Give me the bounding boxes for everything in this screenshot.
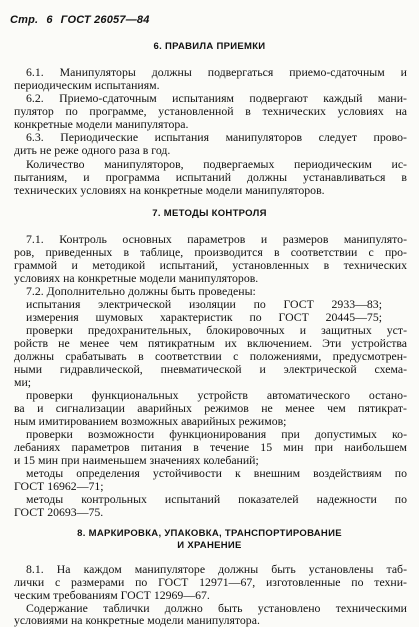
section-6-line: дить не реже одного раза в год.	[14, 143, 171, 157]
page-number: 6	[46, 14, 53, 26]
standard-number: ГОСТ 26057—84	[60, 14, 150, 26]
section-7-line: и 15 мин при наименьшем значениях колебаний;	[14, 453, 259, 467]
section-8-line: Содержание таблички должно быть установлено техническими	[26, 601, 407, 615]
section-7-heading: 7. МЕТОДЫ КОНТРОЛЯ	[152, 208, 267, 219]
page-header	[10, 14, 150, 26]
section-7-line: проверки возможности функционирования при допустимых ко-	[26, 427, 407, 441]
section-8-heading: 8. МАРКИРОВКА, УПАКОВКА, ТРАНСПОРТИРОВАНИЕ	[77, 528, 342, 539]
section-7-line: проверки функциональных устройств автоматического остано-	[26, 388, 407, 402]
section-8-line: лички с размерами по ГОСТ 12971—67, изготовленные по техни-	[14, 575, 407, 589]
section-7-line: лебаниях параметров питания в течение 15 мин при наибольшем	[14, 440, 407, 454]
section-7-line: методы определения устойчивости к внешним воздействиям по	[26, 466, 407, 480]
section-6-line: 6.3. Периодические испытания манипуляторов следует прово-	[26, 130, 407, 144]
section-6-line: Количество манипуляторов, подвергаемых периодическим ис-	[26, 157, 407, 171]
section-7-line: ГОСТ 20693—75.	[14, 505, 104, 519]
section-7-line: граммой и методикой испытаний, установленных в технических	[14, 258, 407, 272]
section-6-line: технических условиях на конкретные модели манипуляторов.	[14, 183, 325, 197]
section-8-heading-continued: И ХРАНЕНИЕ	[177, 540, 242, 551]
section-7-line: ройств не менее чем пятикратным их включением. Эти устройства	[14, 336, 407, 350]
section-8-line: ческим требованиям ГОСТ 12969—67.	[14, 588, 210, 602]
section-7-line: должны срабатывать в соответствии с положениями, предусмотрен-	[14, 349, 407, 363]
section-7-line: ными гидравлической, пневматической и электрической схема-	[14, 362, 407, 376]
section-7-line: методы контрольных испытаний показателей надежности по	[26, 492, 407, 506]
section-7-line: ным имитированием возможных аварийных режимов;	[14, 414, 287, 428]
section-7-line: испытания электрической изоляции по ГОСТ 2933—83;	[26, 297, 382, 311]
section-7-line: измерения шумовых характеристик по ГОСТ 20445—75;	[26, 310, 382, 324]
section-8-line: 8.1. На каждом манипуляторе должны быть установлены таб-	[26, 562, 407, 576]
section-6-line: 6.2. Приемо-сдаточным испытаниям подвергают каждый мани-	[26, 91, 407, 105]
section-7-line: ми;	[14, 375, 32, 389]
section-6-line: конкретные модели манипулятора.	[14, 117, 189, 131]
section-7-line: 7.2. Дополнительно должны быть проведены:	[26, 284, 256, 298]
section-7-line: ва и сигнализации аварийных режимов не менее чем пятикрат-	[14, 401, 407, 415]
section-7-line: ГОСТ 16962—71;	[14, 479, 104, 493]
section-6-line: периодическим испытаниям.	[14, 78, 160, 92]
section-6-line: пулятор по программе, установленной в технических условиях на	[14, 104, 407, 118]
section-6-heading: 6. ПРАВИЛА ПРИЕМКИ	[153, 41, 266, 52]
section-7-line: ров, приведенных в таблице, производится в соответствии с про-	[14, 245, 407, 259]
section-8-line: условиями на конкретные модели манипулятора.	[14, 613, 260, 627]
section-7-line: 7.1. Контроль основных параметров и размеров манипулято-	[26, 232, 407, 246]
section-6-line: пытаниям, и программа испытаний должны устанавливаться в	[14, 170, 407, 184]
section-7-line: условиях на конкретные модели манипуляторов.	[14, 271, 259, 285]
section-6-line: 6.1. Манипуляторы должны подвергаться приемо-сдаточным и	[26, 65, 407, 79]
page-prefix: Стр.	[10, 14, 39, 26]
section-7-line: проверки предохранительных, блокировочных и защитных уст-	[26, 323, 407, 337]
